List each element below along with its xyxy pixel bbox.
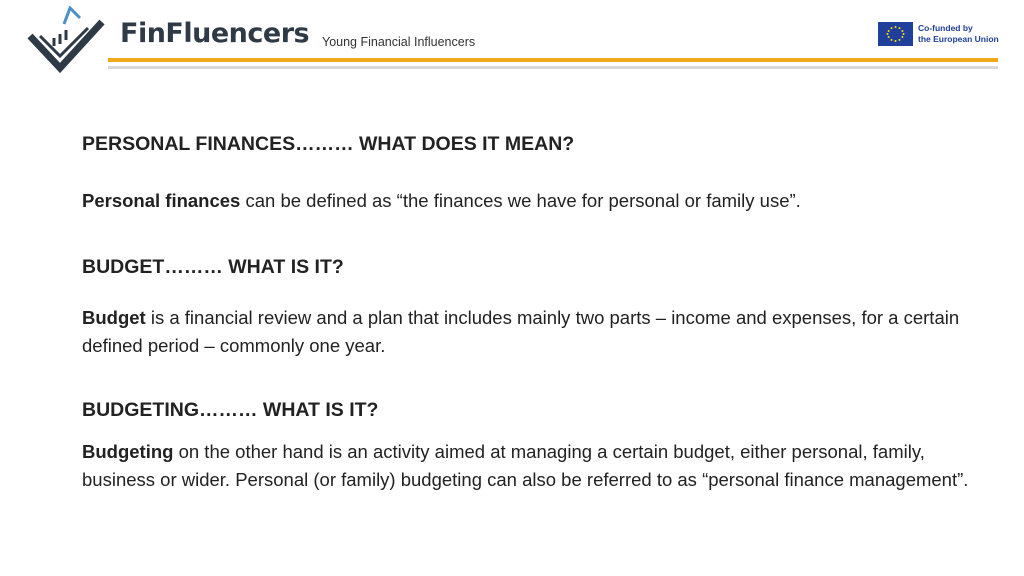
section-text-personal-finances xyxy=(82,187,982,215)
brand-name xyxy=(120,16,309,52)
section-text-budget xyxy=(82,304,982,360)
brand-fluencers: Fluencers xyxy=(165,18,310,49)
definition-personal-finances: can be defined as “the finances we have for personal or family use”. xyxy=(240,190,801,211)
term-budget: Budget xyxy=(82,307,146,328)
eu-line-2: the European Union xyxy=(918,34,999,44)
eu-cofunded-label xyxy=(918,23,1008,45)
term-personal-finances: Personal finances xyxy=(82,190,241,211)
section-heading-personal-finances: PERSONAL FINANCES……… WHAT DOES IT MEAN? xyxy=(82,133,575,155)
section-text-budgeting xyxy=(82,438,982,494)
definition-budget: is a financial review and a plan that includes mainly two parts – income and expenses, for a certain defined period – commonly one year. xyxy=(82,307,960,356)
brand-tagline: Young Financial Influencers xyxy=(322,35,476,49)
brand-fin: Fin xyxy=(120,18,166,49)
finfluencers-logo-icon xyxy=(26,6,108,78)
definition-budgeting: on the other hand is an activity aimed at managing a certain budget, either personal, family, business or wider. Personal (or family) budgeting can also be referred to as “personal finance management”. xyxy=(82,441,969,490)
header-rule-orange xyxy=(108,58,998,62)
eu-flag-icon xyxy=(878,22,913,46)
header-rule-grey xyxy=(108,66,998,69)
slide-header xyxy=(0,0,1024,80)
section-heading-budget: BUDGET……… WHAT IS IT? xyxy=(82,256,344,278)
section-heading-budgeting: BUDGETING……… WHAT IS IT? xyxy=(82,399,379,421)
eu-line-1: Co-funded by xyxy=(918,23,973,33)
term-budgeting: Budgeting xyxy=(82,441,174,462)
